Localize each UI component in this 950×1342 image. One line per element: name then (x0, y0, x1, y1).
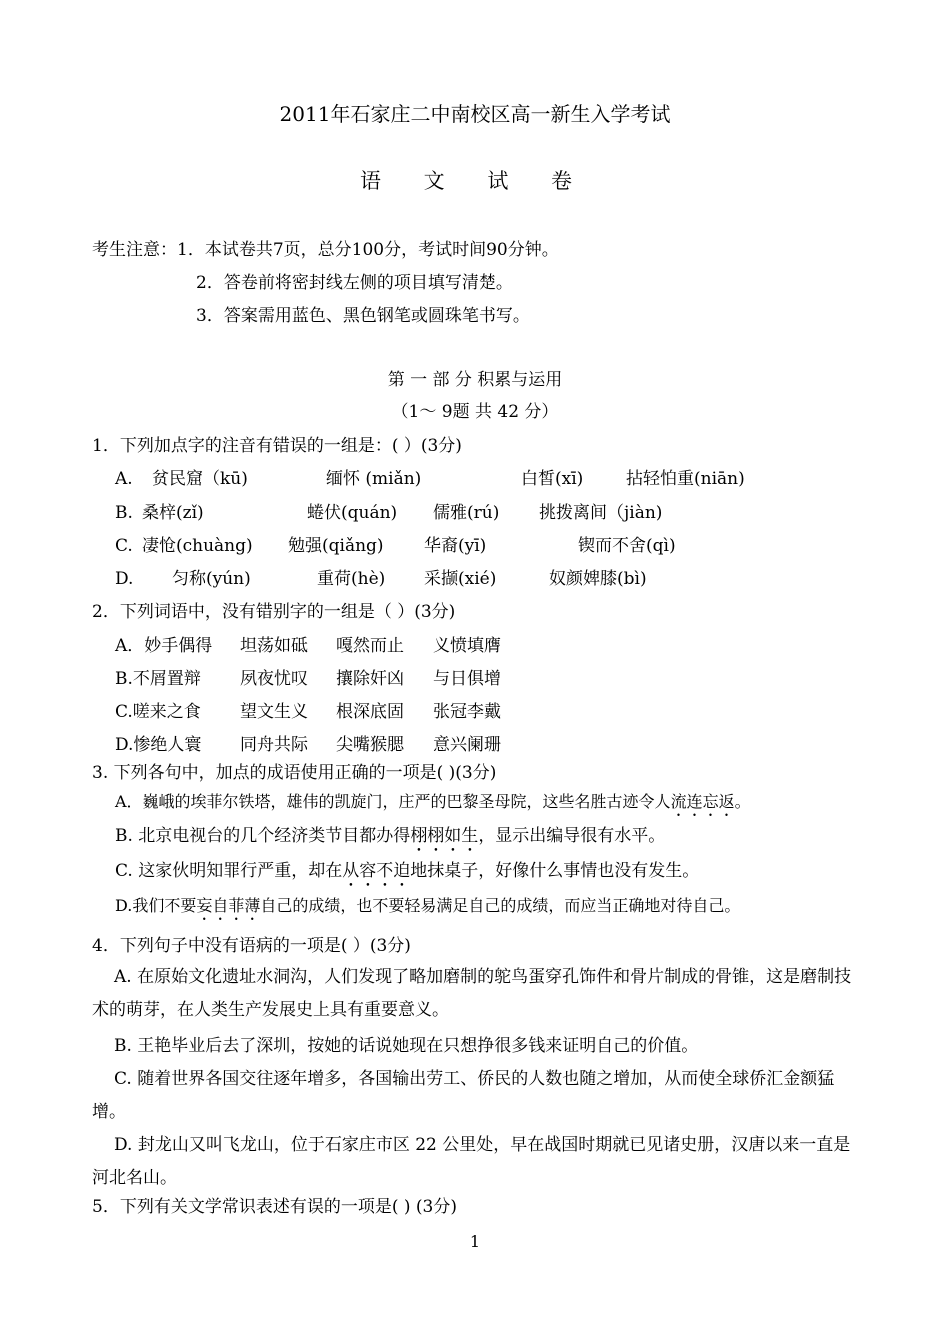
q3-c-dotted: 从容不迫 (342, 861, 411, 881)
notice-item: 2．答卷前将密封线左侧的项目填写清楚。 (196, 273, 513, 293)
q1-b-item2: 蜷伏(quán) (307, 503, 398, 523)
q1-d-item3: 采撷(xié) (424, 569, 497, 589)
q2-a-item2: 坦荡如砥 (240, 636, 308, 656)
q2-c-item2: 望文生义 (240, 702, 308, 722)
q3-a-text: A．巍峨的埃菲尔铁塔，雄伟的凯旋门，庄严的巴黎圣母院，这些名胜古迹令人 (115, 792, 671, 811)
q1-b-item4: 挑拨离间（jiàn) (539, 503, 663, 523)
q1-b-item3: 儒雅(rú) (433, 503, 500, 523)
q2-b-item3: 攘除奸凶 (336, 669, 404, 689)
q1-c-item1: 凄怆(chuàng) (142, 536, 253, 556)
q2-c-item1: C.嗟来之食 (115, 702, 201, 722)
q1-d-item1: 匀称(yún) (172, 569, 251, 589)
q1-c-item3: 华裔(yī) (424, 536, 487, 556)
q2-c-item4: 张冠李戴 (433, 702, 501, 722)
q3-option-d (115, 896, 740, 924)
notice-item: 3．答案需用蓝色、黑色钢笔或圆珠笔书写。 (196, 306, 530, 326)
section-range: （1～ 9题 共 42 分） (391, 402, 559, 422)
q1-d-item2: 重荷(hè) (317, 569, 386, 589)
q3-b-dotted: 栩栩如生 (410, 826, 479, 846)
q2-b-item1: B.不屑置辩 (115, 669, 201, 689)
candidate-notice (92, 234, 559, 333)
q3-c-end: 地抹桌子，好像什么事情也没有发生。 (410, 861, 700, 881)
q3-d-text: D.我们不要 (115, 896, 197, 915)
q1-a-item1: 贫民窟（kū) (152, 469, 248, 489)
q1-a-item2: 缅怀 (miǎn) (326, 469, 422, 489)
q2-b-item4: 与日俱增 (433, 669, 501, 689)
q1-c-letter: C. (115, 536, 133, 556)
q2-a-item4: 义愤填膺 (433, 636, 501, 656)
q3-option-a (115, 792, 751, 820)
q3-b-end: ，显示出编导很有水平。 (478, 826, 666, 846)
q2-stem: 2．下列词语中，没有错别字的一组是（ ）(3分) (92, 602, 456, 622)
notice-item: 考生注意：1．本试卷共7页，总分100分，考试时间90分钟。 (92, 240, 559, 260)
q3-a-end: 。 (734, 792, 751, 811)
q3-d-end: 自己的成绩，也不要轻易满足自己的成绩，而应当正确地对待自己。 (260, 896, 741, 915)
q3-a-dotted: 流连忘返 (670, 792, 735, 811)
q1-a-item4: 拈轻怕重(niān) (626, 469, 745, 489)
q4-option-a: A. 在原始文化遗址水洞沟，人们发现了略加磨制的鸵鸟蛋穿孔饰件和骨片制成的骨锥，这是磨制技术的萌芽，在人类生产发展史上具有重要意义。 (92, 967, 852, 1020)
q2-a-item1: A．妙手偶得 (115, 636, 213, 656)
q4-option-c: C. 随着世界各国交往逐年增多，各国输出劳工、侨民的人数也随之增加，从而使全球侨汇金额猛增。 (92, 1069, 835, 1122)
q1-a-item3: 白皙(xī) (521, 469, 584, 489)
exam-subtitle: 语 文 试 卷 (359, 169, 591, 193)
q2-c-item3: 根深底固 (336, 702, 404, 722)
q1-b-letter: B. (115, 503, 133, 523)
q1-d-item4: 奴颜婢膝(bì) (549, 569, 647, 589)
q4-stem: 4．下列句子中没有语病的一项是( ）(3分) (92, 936, 411, 956)
q4-option-d: D. 封龙山又叫飞龙山，位于石家庄市区 22 公里处，早在战国时期就已见诸史册，汉唐以来一直是河北名山。 (92, 1135, 851, 1188)
q4-option-b: B. 王艳毕业后去了深圳，按她的话说她现在只想挣很多钱来证明自己的价值。 (114, 1036, 699, 1056)
q2-d-item4: 意兴阑珊 (433, 735, 501, 755)
page-number: 1 (469, 1232, 481, 1251)
q3-option-b (115, 826, 665, 856)
q2-d-item1: D.惨绝人寰 (115, 735, 202, 755)
q3-d-dotted: 妄自菲薄 (196, 896, 261, 915)
q2-d-item3: 尖嘴猴腮 (336, 735, 404, 755)
q1-c-item2: 勉强(qiǎng) (288, 536, 384, 556)
q1-stem: 1．下列加点字的注音有错误的一组是：( ）(3分) (92, 436, 462, 456)
q5-stem: 5．下列有关文学常识表述有误的一项是( ) (3分) (92, 1197, 457, 1217)
exam-title: 2011年石家庄二中南校区高一新生入学考试 (279, 102, 671, 126)
q1-d-letter: D. (115, 569, 134, 589)
q1-c-item4: 锲而不舍(qì) (578, 536, 676, 556)
q2-d-item2: 同舟共际 (240, 735, 308, 755)
section-title: 第 一 部 分 积累与运用 (387, 370, 563, 390)
q2-b-item2: 夙夜忧叹 (240, 669, 308, 689)
q3-stem: 3. 下列各句中，加点的成语使用正确的一项是( )(3分) (92, 763, 497, 783)
q2-a-item3: 嘎然而止 (336, 636, 404, 656)
q3-c-text: C. 这家伙明知罪行严重，却在 (115, 861, 343, 881)
q3-b-text: B. 北京电视台的几个经济类节目都办得 (115, 826, 411, 846)
q1-a-letter: A. (115, 469, 133, 489)
q1-b-item1: 桑梓(zǐ) (142, 503, 204, 523)
q3-option-c (115, 861, 699, 891)
